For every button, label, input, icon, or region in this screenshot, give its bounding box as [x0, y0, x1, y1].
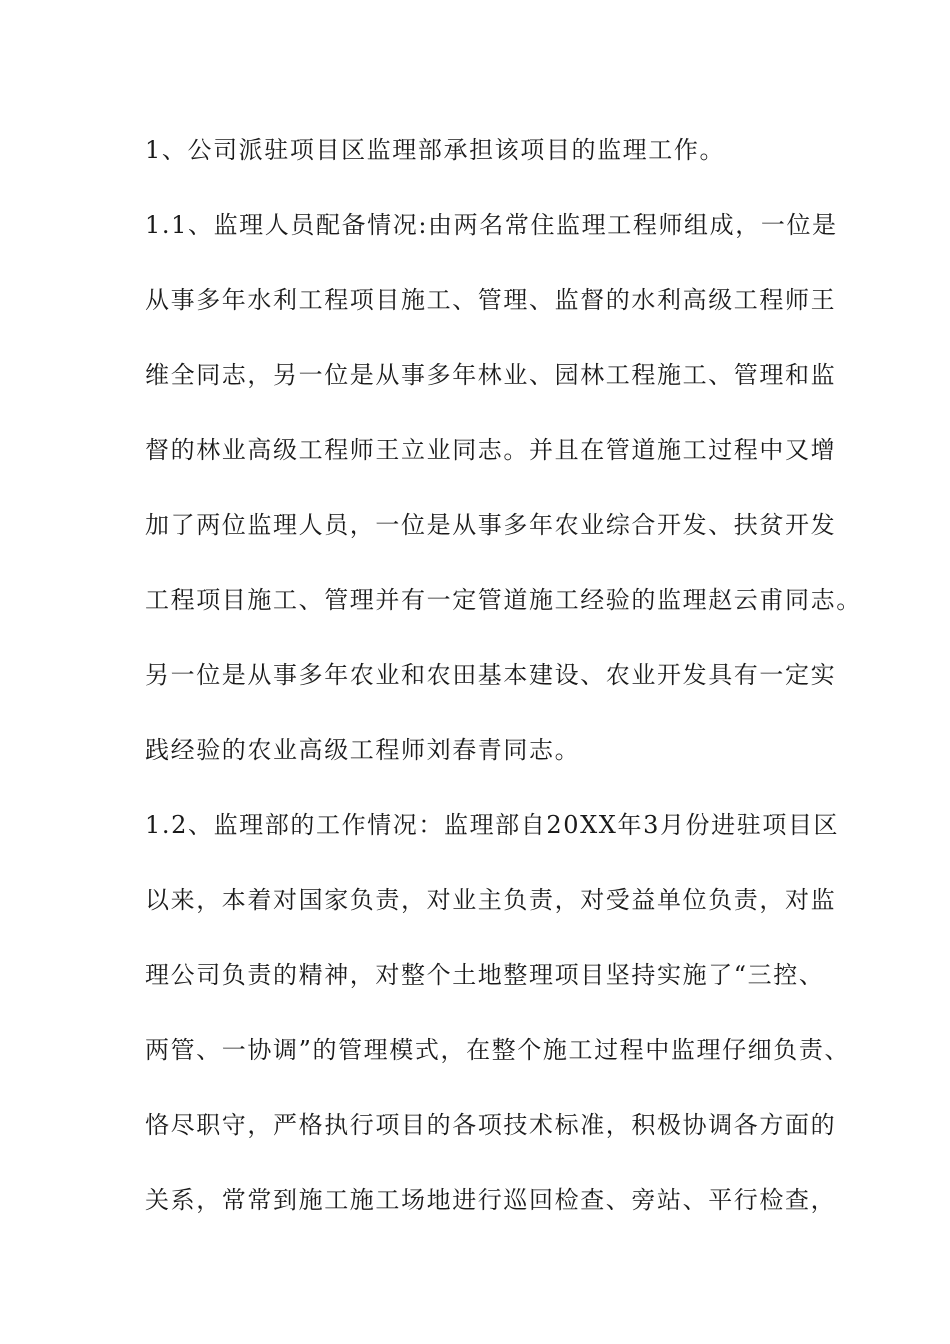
paragraph-3-line-5: 恪尽职守，严格执行项目的各项技术标准，积极协调各方面的	[145, 1111, 837, 1139]
paragraph-3-line-4: 两管、一协调”的管理模式，在整个施工过程中监理仔细负责、	[145, 1036, 851, 1064]
paragraph-2-line-3: 维全同志，另一位是从事多年林业、园林工程施工、管理和监	[145, 361, 837, 389]
paragraph-2-line-6: 工程项目施工、管理并有一定管道施工经验的监理赵云甫同志。	[145, 586, 862, 614]
paragraph-2-line-5: 加了两位监理人员，一位是从事多年农业综合开发、扶贫开发	[145, 511, 837, 539]
paragraph-3-line-3: 理公司负责的精神，对整个土地整理项目坚持实施了“三控、	[145, 961, 825, 989]
paragraph-3-line-1: 1.2、监理部的工作情况：监理部自20XX年3月份进驻项目区	[145, 811, 840, 839]
paragraph-2-line-2: 从事多年水利工程项目施工、管理、监督的水利高级工程师王	[145, 286, 837, 314]
paragraph-2-line-1: 1.1、监理人员配备情况:由两名常住监理工程师组成，一位是	[145, 211, 838, 239]
paragraph-3-line-6: 关系，常常到施工施工场地进行巡回检查、旁站、平行检查，	[145, 1186, 837, 1214]
paragraph-3-line-2: 以来，本着对国家负责，对业主负责，对受益单位负责，对监	[145, 886, 837, 914]
paragraph-1-line-1: 1、公司派驻项目区监理部承担该项目的监理工作。	[145, 136, 726, 164]
paragraph-2-line-4: 督的林业高级工程师王立业同志。并且在管道施工过程中又增	[145, 436, 837, 464]
paragraph-2-line-8: 践经验的农业高级工程师刘春青同志。	[145, 736, 581, 764]
paragraph-2-line-7: 另一位是从事多年农业和农田基本建设、农业开发具有一定实	[145, 661, 837, 689]
